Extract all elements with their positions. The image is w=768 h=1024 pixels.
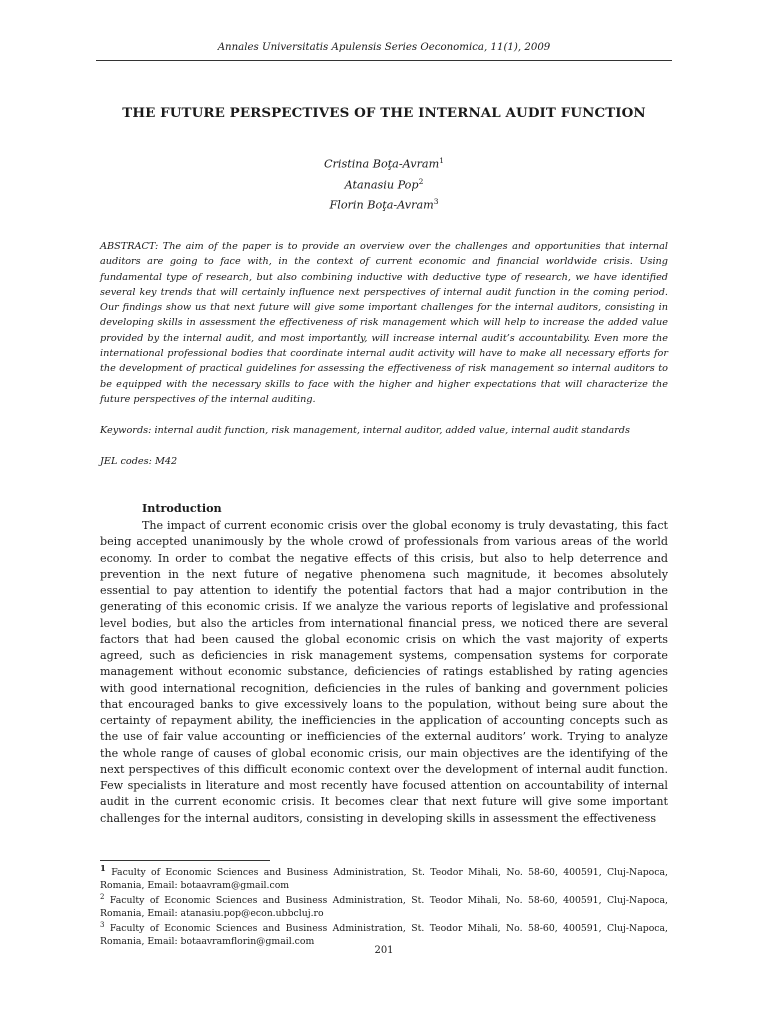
author-name: Florin Boţa-Avram <box>329 199 434 213</box>
footnote-mark: 2 <box>100 892 105 901</box>
footnote-text: Faculty of Economic Sciences and Business Administration, St. Teodor Mihali, No. 58-60, 400591, Cluj-Napoca, Romania, Email: botaavramflorin@gmail.com <box>100 922 668 948</box>
author-list <box>96 152 672 214</box>
page-number: 201 <box>374 945 394 956</box>
author-footnote-mark: 3 <box>433 197 439 207</box>
abstract: ABSTRACT: The aim of the paper is to provide an overview over the challenges and opportunities that internal auditors are going to face with, in the context of current economic and financial worldwide crisis. Using fundamental type of research, but also combining inductive with deductive type of research, we have identified several key trends that will certainly influence next perspectives of internal audit function in the coming period. Our findings show us that next future will give some important challenges for the internal auditors, consisting in developing skills in assessment the effectiveness of risk management which will help to increase the added value provided by the internal audit, and most importantly, will increase internal audit’s accountability. Even more the international professional bodies that coordinate internal audit activity will have to make all necessary efforts for the development of practical guidelines for assessing the effectiveness of risk management so internal auditors to be equipped with the necessary skills to face with the higher and higher expectations that will characterize the future perspectives of the internal auditing. <box>100 241 668 405</box>
footnote-mark: 3 <box>100 920 105 929</box>
header-rule <box>96 60 672 61</box>
jel-codes: JEL codes: M42 <box>100 456 178 467</box>
footnote-text: Faculty of Economic Sciences and Business Administration, St. Teodor Mihali, No. 58-60, 400591, Cluj-Napoca, Romania, Email: atanasiu.pop@econ.ubbcluj.ro <box>100 894 668 920</box>
author-3 <box>96 193 672 214</box>
footnotes <box>100 863 668 949</box>
author-footnote-mark: 2 <box>418 176 424 186</box>
running-head: Annales Universitatis Apulensis Series Oeconomica, 11(1), 2009 <box>217 42 551 53</box>
author-1 <box>96 152 672 173</box>
section-heading-introduction: Introduction <box>142 501 222 515</box>
author-2 <box>96 173 672 194</box>
footnote-text: Faculty of Economic Sciences and Business Administration, St. Teodor Mihali, No. 58-60, 400591, Cluj-Napoca, Romania, Email: botaavram@gmail.com <box>100 867 668 892</box>
author-footnote-mark: 1 <box>439 156 444 165</box>
footnote-rule <box>100 860 270 861</box>
author-name: Cristina Boţa-Avram <box>324 157 440 171</box>
footnote-1 <box>100 863 668 893</box>
paper-title: THE FUTURE PERSPECTIVES OF THE INTERNAL AUDIT FUNCTION <box>122 105 646 121</box>
body-paragraph: The impact of current economic crisis over the global economy is truly devastating, this fact being accepted unanimously by the whole crowd of professionals from various areas of the world economy. In order to combat the negative effects of this crisis, but also to help deterrence and prevention in the next future of negative phenomena such magnitude, it becomes absolutely essential to pay attention to identify the potential factors that had a major contribution in the generating of this economic crisis. If we analyze the various reports of legislative and professional level bodies, but also the articles from international financial press, we noticed there are several factors that had been caused the global economic crisis on which the vast majority of experts agreed, such as deficiencies in risk management systems, compensation systems for corporate management without economic substance, deficiencies of ratings established by rating agencies with good international recognition, deficiencies in the rules of banking and government policies that encouraged banks to give excessively loans to the population, without being sure about the certainty of repayment ability, the inefficiencies in the application of accounting concepts such as the use of fair value accounting or inefficiencies of the external auditors’ work. Trying to analyze the whole range of causes of global economic crisis, our main objectives are the identifying of the next perspectives of this difficult economic context over the development of internal audit function. Few specialists in literature and most recently have focused attention on accountability of internal audit in the current economic crisis. It becomes clear that next future will give some important challenges for the internal auditors, consisting in developing skills in assessment the effectiveness <box>100 519 668 825</box>
author-name: Atanasiu Pop <box>344 178 419 192</box>
keywords: Keywords: internal audit function, risk management, internal auditor, added value, internal audit standards <box>100 425 630 436</box>
footnote-2 <box>100 894 668 921</box>
footnote-mark: 1 <box>100 863 106 874</box>
